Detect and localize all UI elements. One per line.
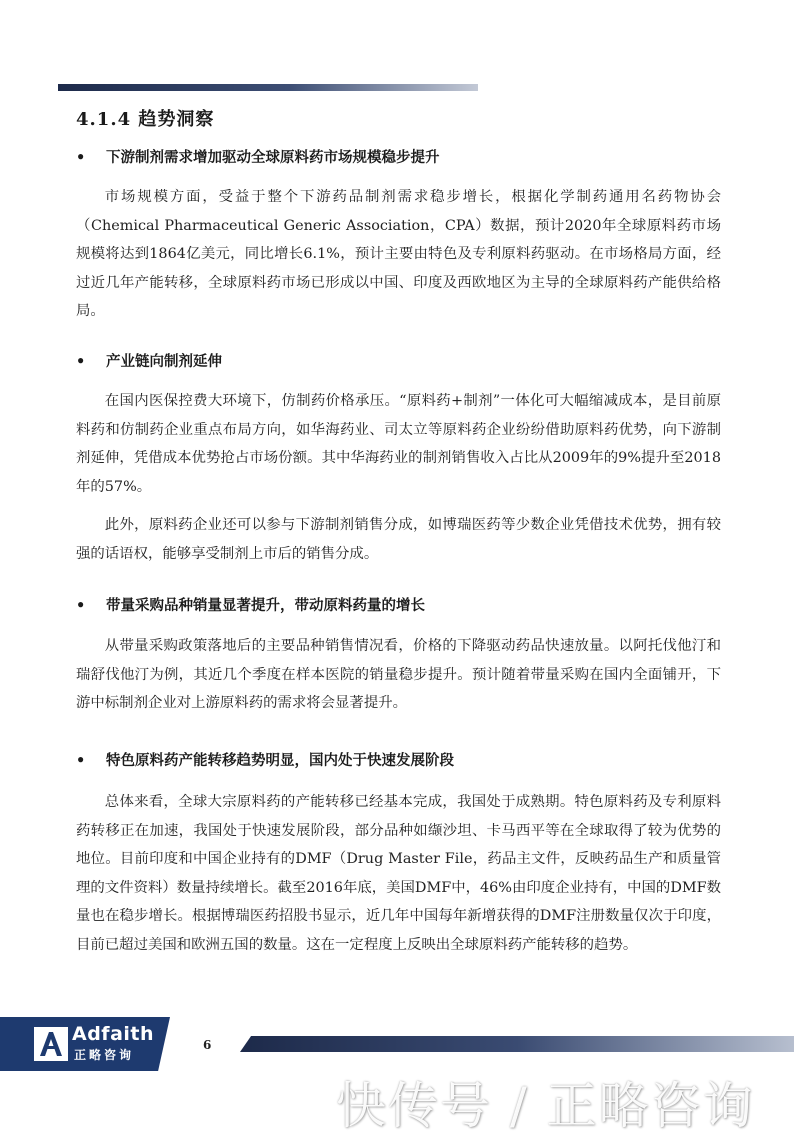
section-title: 4.1.4 趋势洞察 bbox=[76, 109, 215, 130]
paragraph-sales-share: 此外，原料药企业还可以参与下游制剂销售分成，如博瑞医药等少数企业凭借技术优势，拥有较强的话语权，能够享受制剂上市后的销售分成。 bbox=[76, 517, 721, 562]
bullet-heading-text: 产业链向制剂延伸 bbox=[106, 353, 222, 370]
paragraph-integration: 在国内医保控费大环境下，仿制药价格承压。“原料药+制剂”一体化可大幅缩减成本，是目前原料药和仿制药企业重点布局方向，如华海药业、司太立等原料药企业纷纷借助原料药优势，向下游制剂延伸，凭借成本优势抢占市场份额。其中华海药业的制剂销售收入占比从2009年的9%提升至2018年的57%。 bbox=[76, 393, 721, 495]
header-accent-bar bbox=[58, 84, 478, 91]
adfaith-logo-icon bbox=[34, 1027, 68, 1061]
page-number: 6 bbox=[203, 1038, 212, 1052]
bullet-heading-text: 下游制剂需求增加驱动全球原料药市场规模稳步提升 bbox=[106, 149, 440, 166]
bullet-heading-text: 特色原料药产能转移趋势明显，国内处于快速发展阶段 bbox=[106, 752, 454, 769]
logo-subtitle: 正略咨询 bbox=[74, 1048, 135, 1062]
bullet-icon: • bbox=[76, 752, 86, 769]
watermark-text: 快传号 / 正略咨询 bbox=[336, 1077, 755, 1135]
bullet-icon: • bbox=[76, 149, 86, 166]
bullet-heading-3 bbox=[76, 594, 726, 615]
logo-wordmark: Adfaith bbox=[72, 1023, 155, 1045]
bullet-heading-2 bbox=[76, 350, 726, 371]
footer-accent-bar bbox=[240, 1036, 794, 1052]
bullet-heading-text: 带量采购品种销量显著提升，带动原料药量的增长 bbox=[106, 597, 425, 614]
bullet-icon: • bbox=[76, 353, 86, 370]
paragraph-volume-procurement: 从带量采购政策落地后的主要品种销售情况看，价格的下降驱动药品快速放量。以阿托伐他汀和瑞舒伐他汀为例，其近几个季度在样本医院的销量稳步提升。预计随着带量采购在国内全面铺开，下游中标制剂企业对上游原料药的需求将会显著提升。 bbox=[76, 638, 721, 712]
bullet-heading-1 bbox=[76, 146, 726, 167]
paragraph-capacity-transfer: 总体来看，全球大宗原料药的产能转移已经基本完成，我国处于成熟期。特色原料药及专利原料药转移正在加速，我国处于快速发展阶段，部分品种如缬沙坦、卡马西平等在全球取得了较为优势的地位。目前印度和中国企业持有的DMF（Drug Master File，药品主文件，反映药品生产和质量管理的文件资料）数量持续增长。截至2016年底，美国DMF中，46%由印度企业持有，中国的DMF数量也在稳步增长。根据博瑞医药招股书显示，近几年中国每年新增获得的DMF注册数量仅次于印度，目前已超过美国和欧洲五国的数量。这在一定程度上反映出全球原料药产能转移的趋势。 bbox=[76, 794, 721, 953]
bullet-heading-4 bbox=[76, 749, 726, 770]
paragraph-market-scale: 市场规模方面，受益于整个下游药品制剂需求稳步增长，根据化学制药通用名药物协会（Chemical Pharmaceutical Generic Association，CPA）数据，预计2020年全球原料药市场规模将达到1864亿美元，同比增长6.1%，预计主要由特色及专利原料药驱动。在市场格局方面，经过近几年产能转移，全球原料药市场已形成以中国、印度及西欧地区为主导的全球原料药产能供给格局。 bbox=[76, 189, 721, 320]
bullet-icon: • bbox=[76, 597, 86, 614]
